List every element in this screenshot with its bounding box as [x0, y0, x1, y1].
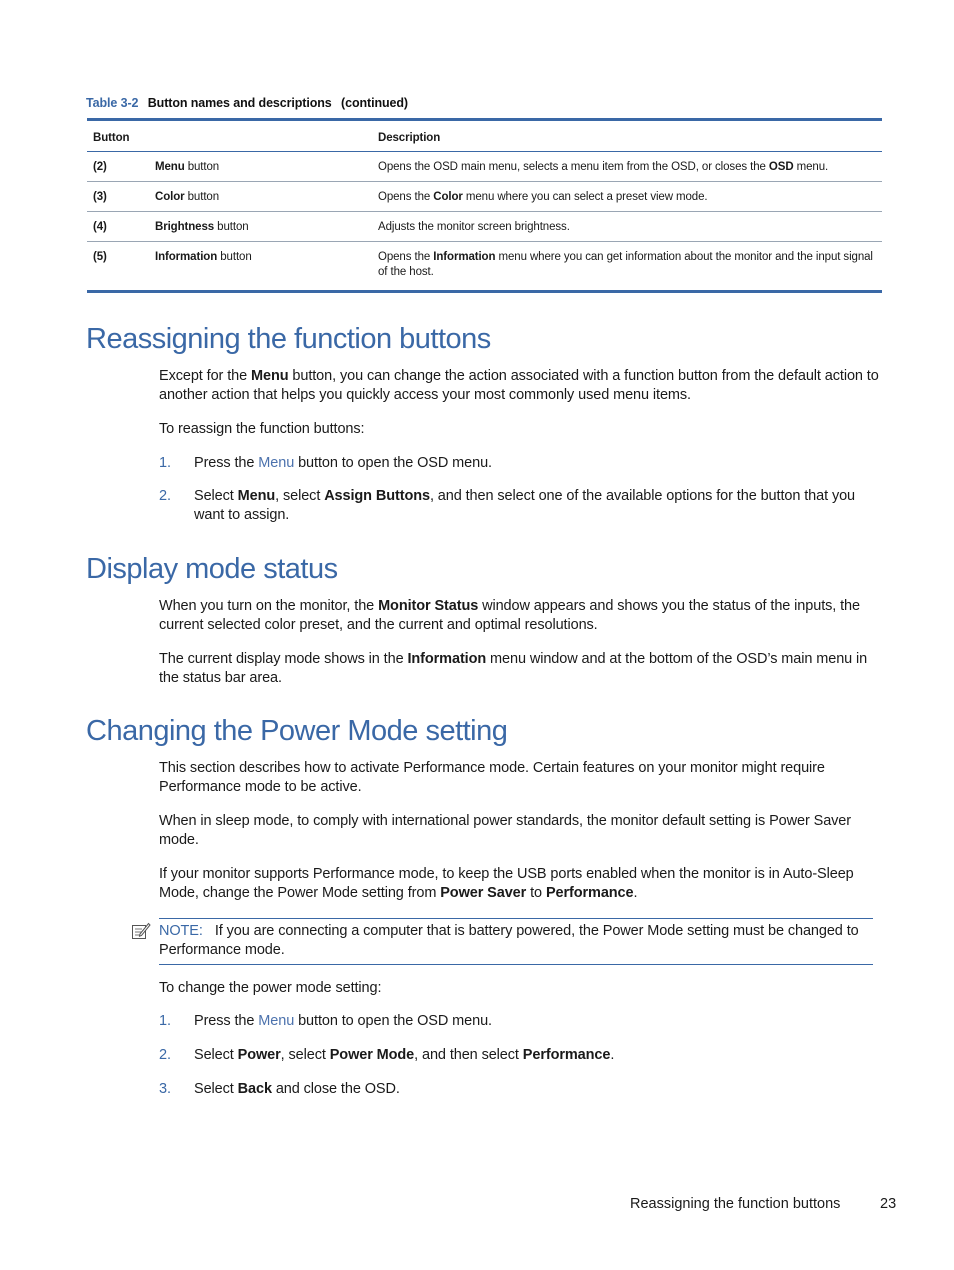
ui-term: Power — [237, 1047, 281, 1063]
table-caption-continued: (continued) — [341, 96, 408, 110]
ui-term: Power Saver — [440, 885, 527, 901]
button-name-cell — [149, 212, 372, 242]
table-caption-label: Table 3-2 — [86, 96, 139, 110]
button-name-suffix: button — [214, 221, 249, 233]
button-description: Opens the Color menu where you can select a preset view mode. — [378, 191, 708, 203]
button-description: Opens the Information menu where you can get information about the monitor and the input signal of the host. — [378, 251, 873, 278]
button-name: Color — [155, 191, 185, 203]
step-number: 1. — [159, 455, 171, 471]
table-caption-title: Button names and descriptions — [147, 96, 332, 110]
paragraph: The current display mode shows in the Information menu window and at the bottom of the OSD’s main menu in the status bar area. — [159, 651, 868, 686]
footer-section-title: Reassigning the function buttons — [630, 1196, 841, 1212]
button-name-cell — [149, 152, 372, 182]
table-header-row — [87, 120, 882, 152]
paragraph: To change the power mode setting: — [159, 980, 382, 996]
step-text: Select Back and close the OSD. — [194, 1081, 400, 1097]
ui-term: Performance — [545, 885, 634, 901]
page-number: 23 — [880, 1196, 897, 1212]
ui-term: Back — [237, 1081, 272, 1097]
table-row — [87, 152, 882, 182]
ui-term: Color — [433, 191, 463, 203]
step-text: Press the Menu button to open the OSD menu. — [194, 455, 492, 471]
ui-term: Monitor Status — [378, 598, 479, 614]
button-name: Menu — [155, 161, 185, 173]
heading-display-mode-status: Display mode status — [86, 553, 338, 585]
step-text: Select Menu, select Assign Buttons, and then select one of the available options for the button that you want to assign. — [194, 488, 856, 523]
menu-link[interactable]: Menu — [258, 1013, 295, 1029]
table-row — [87, 212, 882, 242]
paragraph: When you turn on the monitor, the Monitor Status window appears and shows you the status of the inputs, the current selected color preset, and the current and optimal resolutions. — [159, 598, 860, 633]
step-text: Select Power, select Power Mode, and then select Performance. — [194, 1047, 615, 1063]
button-number: (3) — [93, 191, 107, 203]
button-number: (5) — [93, 251, 107, 263]
button-name-suffix: button — [184, 161, 220, 173]
ui-term: Information — [433, 251, 496, 263]
button-name-suffix: button — [217, 251, 252, 263]
button-name: Information — [155, 251, 218, 263]
table-row — [87, 182, 882, 212]
note-pencil-icon — [131, 922, 151, 940]
step-number: 3. — [159, 1081, 171, 1097]
button-name-cell — [149, 242, 372, 292]
step-number: 1. — [159, 1013, 171, 1029]
menu-link[interactable]: Menu — [258, 455, 295, 471]
button-name-cell — [149, 182, 372, 212]
paragraph: Except for the Menu button, you can change the action associated with a function button from the default action to another action that helps you quickly access your most commonly used menu items. — [159, 368, 879, 403]
note-label: NOTE: — [159, 923, 203, 939]
paragraph: To reassign the function buttons: — [159, 421, 365, 437]
note-text: If you are connecting a computer that is battery powered, the Power Mode setting must be changed to Performance mode. — [159, 923, 859, 958]
ui-term: Menu — [237, 488, 276, 504]
ui-term: Information — [407, 651, 487, 667]
button-name: Brightness — [155, 221, 215, 233]
note-text-block — [159, 922, 873, 960]
note-box — [159, 918, 873, 965]
button-description: Adjusts the monitor screen brightness. — [378, 221, 570, 233]
ui-term: Assign Buttons — [324, 488, 430, 504]
ui-term: Menu — [251, 368, 289, 384]
table-row — [87, 242, 882, 292]
paragraph: This section describes how to activate Performance mode. Certain features on your monitor might require Performance mode to be active. — [159, 760, 825, 795]
button-number: (2) — [93, 161, 107, 173]
button-number: (4) — [93, 221, 107, 233]
button-description: Opens the OSD main menu, selects a menu item from the OSD, or closes the OSD menu. — [378, 161, 829, 173]
table-body — [87, 152, 882, 292]
paragraph: When in sleep mode, to comply with international power standards, the monitor default setting is Power Saver mode. — [159, 813, 852, 848]
heading-reassigning: Reassigning the function buttons — [86, 323, 491, 355]
ui-term: Performance — [522, 1047, 611, 1063]
button-name-suffix: button — [184, 191, 219, 203]
paragraph: If your monitor supports Performance mode, to keep the USB ports enabled when the monitor is in Auto-Sleep Mode, change the Power Mode setting from Power Saver to Performance. — [159, 866, 854, 901]
ui-term: Power Mode — [329, 1047, 415, 1063]
table-caption — [86, 96, 408, 110]
table-header-button: Button — [93, 131, 130, 144]
ui-term: OSD — [768, 161, 794, 173]
step-number: 2. — [159, 1047, 171, 1063]
heading-power-mode: Changing the Power Mode setting — [86, 715, 508, 747]
step-text: Press the Menu button to open the OSD menu. — [194, 1013, 492, 1029]
button-table — [87, 118, 882, 293]
table-header-description: Description — [378, 131, 441, 144]
step-number: 2. — [159, 488, 171, 504]
